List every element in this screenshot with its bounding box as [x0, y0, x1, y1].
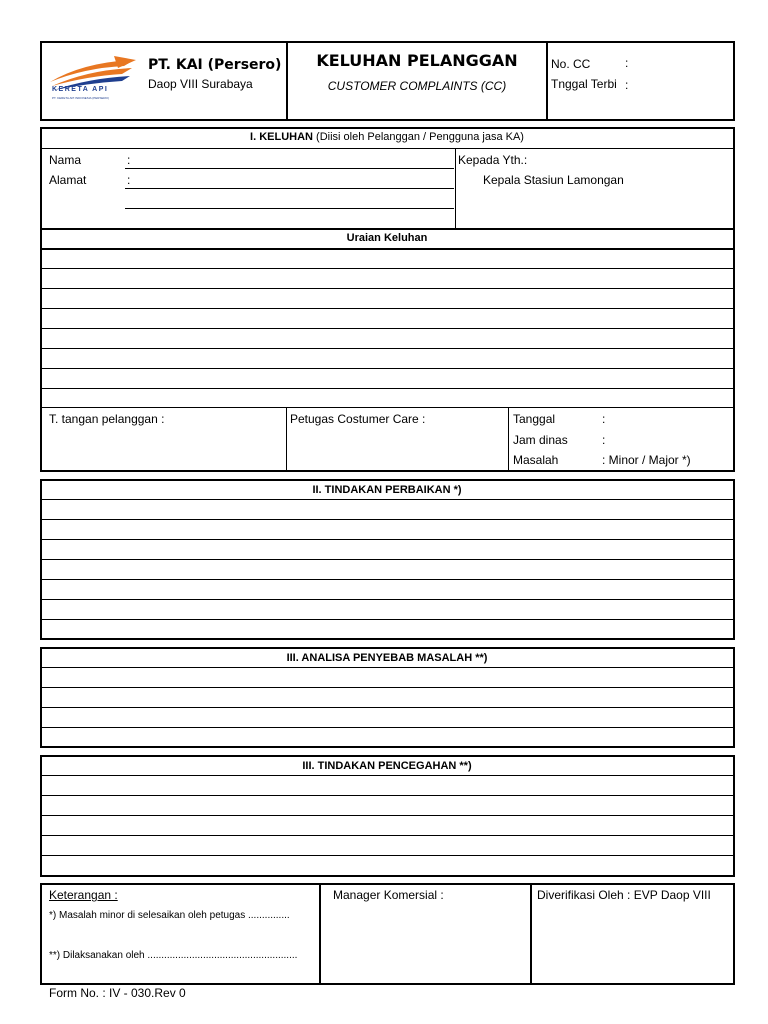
- address-colon: :: [127, 173, 131, 187]
- address-label: Alamat: [49, 173, 87, 187]
- analysis-line[interactable]: [40, 727, 735, 728]
- shift-colon: :: [602, 433, 606, 447]
- note-minor: *) Masalah minor di selesaikan oleh petugas ...............: [49, 910, 290, 921]
- description-line[interactable]: [40, 348, 735, 349]
- section-3-title: III. ANALISA PENYEBAB MASALAH **): [286, 652, 488, 664]
- date-colon: :: [602, 412, 606, 426]
- description-top-line: [40, 228, 735, 230]
- address-field-1[interactable]: [125, 188, 454, 189]
- description-line[interactable]: [40, 368, 735, 369]
- form-subtitle: CUSTOMER COMPLAINTS (CC): [327, 79, 507, 93]
- prevention-line[interactable]: [40, 815, 735, 816]
- prevention-line[interactable]: [40, 795, 735, 796]
- date-label: Tanggal: [513, 412, 556, 426]
- repair-line[interactable]: [40, 539, 735, 540]
- description-line[interactable]: [40, 407, 735, 408]
- manager-label: Manager Komersial :: [333, 888, 444, 902]
- repair-line[interactable]: [40, 559, 735, 560]
- issue-label: Masalah: [513, 453, 559, 467]
- no-cc-label: No. CC: [551, 57, 591, 71]
- description-line[interactable]: [40, 308, 735, 309]
- section-2-title: II. TINDAKAN PERBAIKAN *): [312, 484, 462, 496]
- section-3-title-line: [40, 667, 735, 668]
- description-title: Uraian Keluhan: [346, 232, 428, 244]
- name-field[interactable]: [125, 168, 454, 169]
- recipient-value: Kepala Stasiun Lamongan: [483, 173, 624, 187]
- section-1-title: [42, 131, 732, 143]
- repair-line[interactable]: [40, 579, 735, 580]
- division-name: Daop VIII Surabaya: [148, 77, 253, 91]
- issue-date-label: Tnggal Terbi: [551, 77, 617, 91]
- description-line[interactable]: [40, 388, 735, 389]
- section-4-title: III. TINDAKAN PENCEGAHAN **): [302, 760, 472, 772]
- section-4-title-line: [40, 775, 735, 776]
- signature-divider-1: [286, 407, 287, 470]
- company-name: PT. KAI (Persero): [148, 57, 282, 73]
- issue-value[interactable]: : Minor / Major *): [602, 453, 691, 467]
- logo-subtext: PT. KERETA API INDONESIA (PERSERO): [52, 96, 109, 100]
- recipient-label: Kepada Yth.:: [458, 153, 528, 167]
- description-line[interactable]: [40, 268, 735, 269]
- verified-label: Diverifikasi Oleh : EVP Daop VIII: [537, 888, 711, 902]
- signature-divider-2: [508, 407, 509, 470]
- form-number: Form No. : IV - 030.Rev 0: [49, 986, 186, 1000]
- kai-logo: [44, 52, 140, 104]
- note-executed-by: **) Dilaksanakan oleh ......................................................: [49, 950, 298, 961]
- repair-line[interactable]: [40, 599, 735, 600]
- section-1-title-line: [40, 148, 735, 149]
- description-title-line: [40, 248, 735, 250]
- name-label: Nama: [49, 153, 82, 167]
- section-1-title-rest: (Diisi oleh Pelanggan / Pengguna jasa KA): [312, 131, 524, 143]
- footer-divider-1: [319, 883, 321, 985]
- section-2-title-line: [40, 499, 735, 500]
- recipient-divider: [455, 148, 456, 228]
- address-field-2[interactable]: [125, 208, 454, 209]
- officer-label: Petugas Costumer Care :: [290, 412, 426, 426]
- form-title: KELUHAN PELANGGAN: [316, 51, 518, 70]
- footer-divider-2: [530, 883, 532, 985]
- name-colon: :: [127, 153, 131, 167]
- issue-date-colon: :: [625, 78, 629, 92]
- header-divider-2: [546, 41, 548, 121]
- analysis-line[interactable]: [40, 707, 735, 708]
- shift-label: Jam dinas: [513, 433, 568, 447]
- no-cc-colon: :: [625, 56, 629, 70]
- analysis-line[interactable]: [40, 687, 735, 688]
- section-pencegahan: [40, 755, 735, 877]
- repair-line[interactable]: [40, 519, 735, 520]
- notes-label: Keterangan :: [49, 888, 118, 902]
- prevention-line[interactable]: [40, 855, 735, 856]
- section-1-title-bold: I. KELUHAN: [250, 131, 313, 143]
- customer-signature-label: T. tangan pelanggan :: [49, 412, 165, 426]
- description-line[interactable]: [40, 328, 735, 329]
- description-line[interactable]: [40, 288, 735, 289]
- logo-text: KERETA API: [52, 86, 109, 93]
- prevention-line[interactable]: [40, 835, 735, 836]
- repair-line[interactable]: [40, 619, 735, 620]
